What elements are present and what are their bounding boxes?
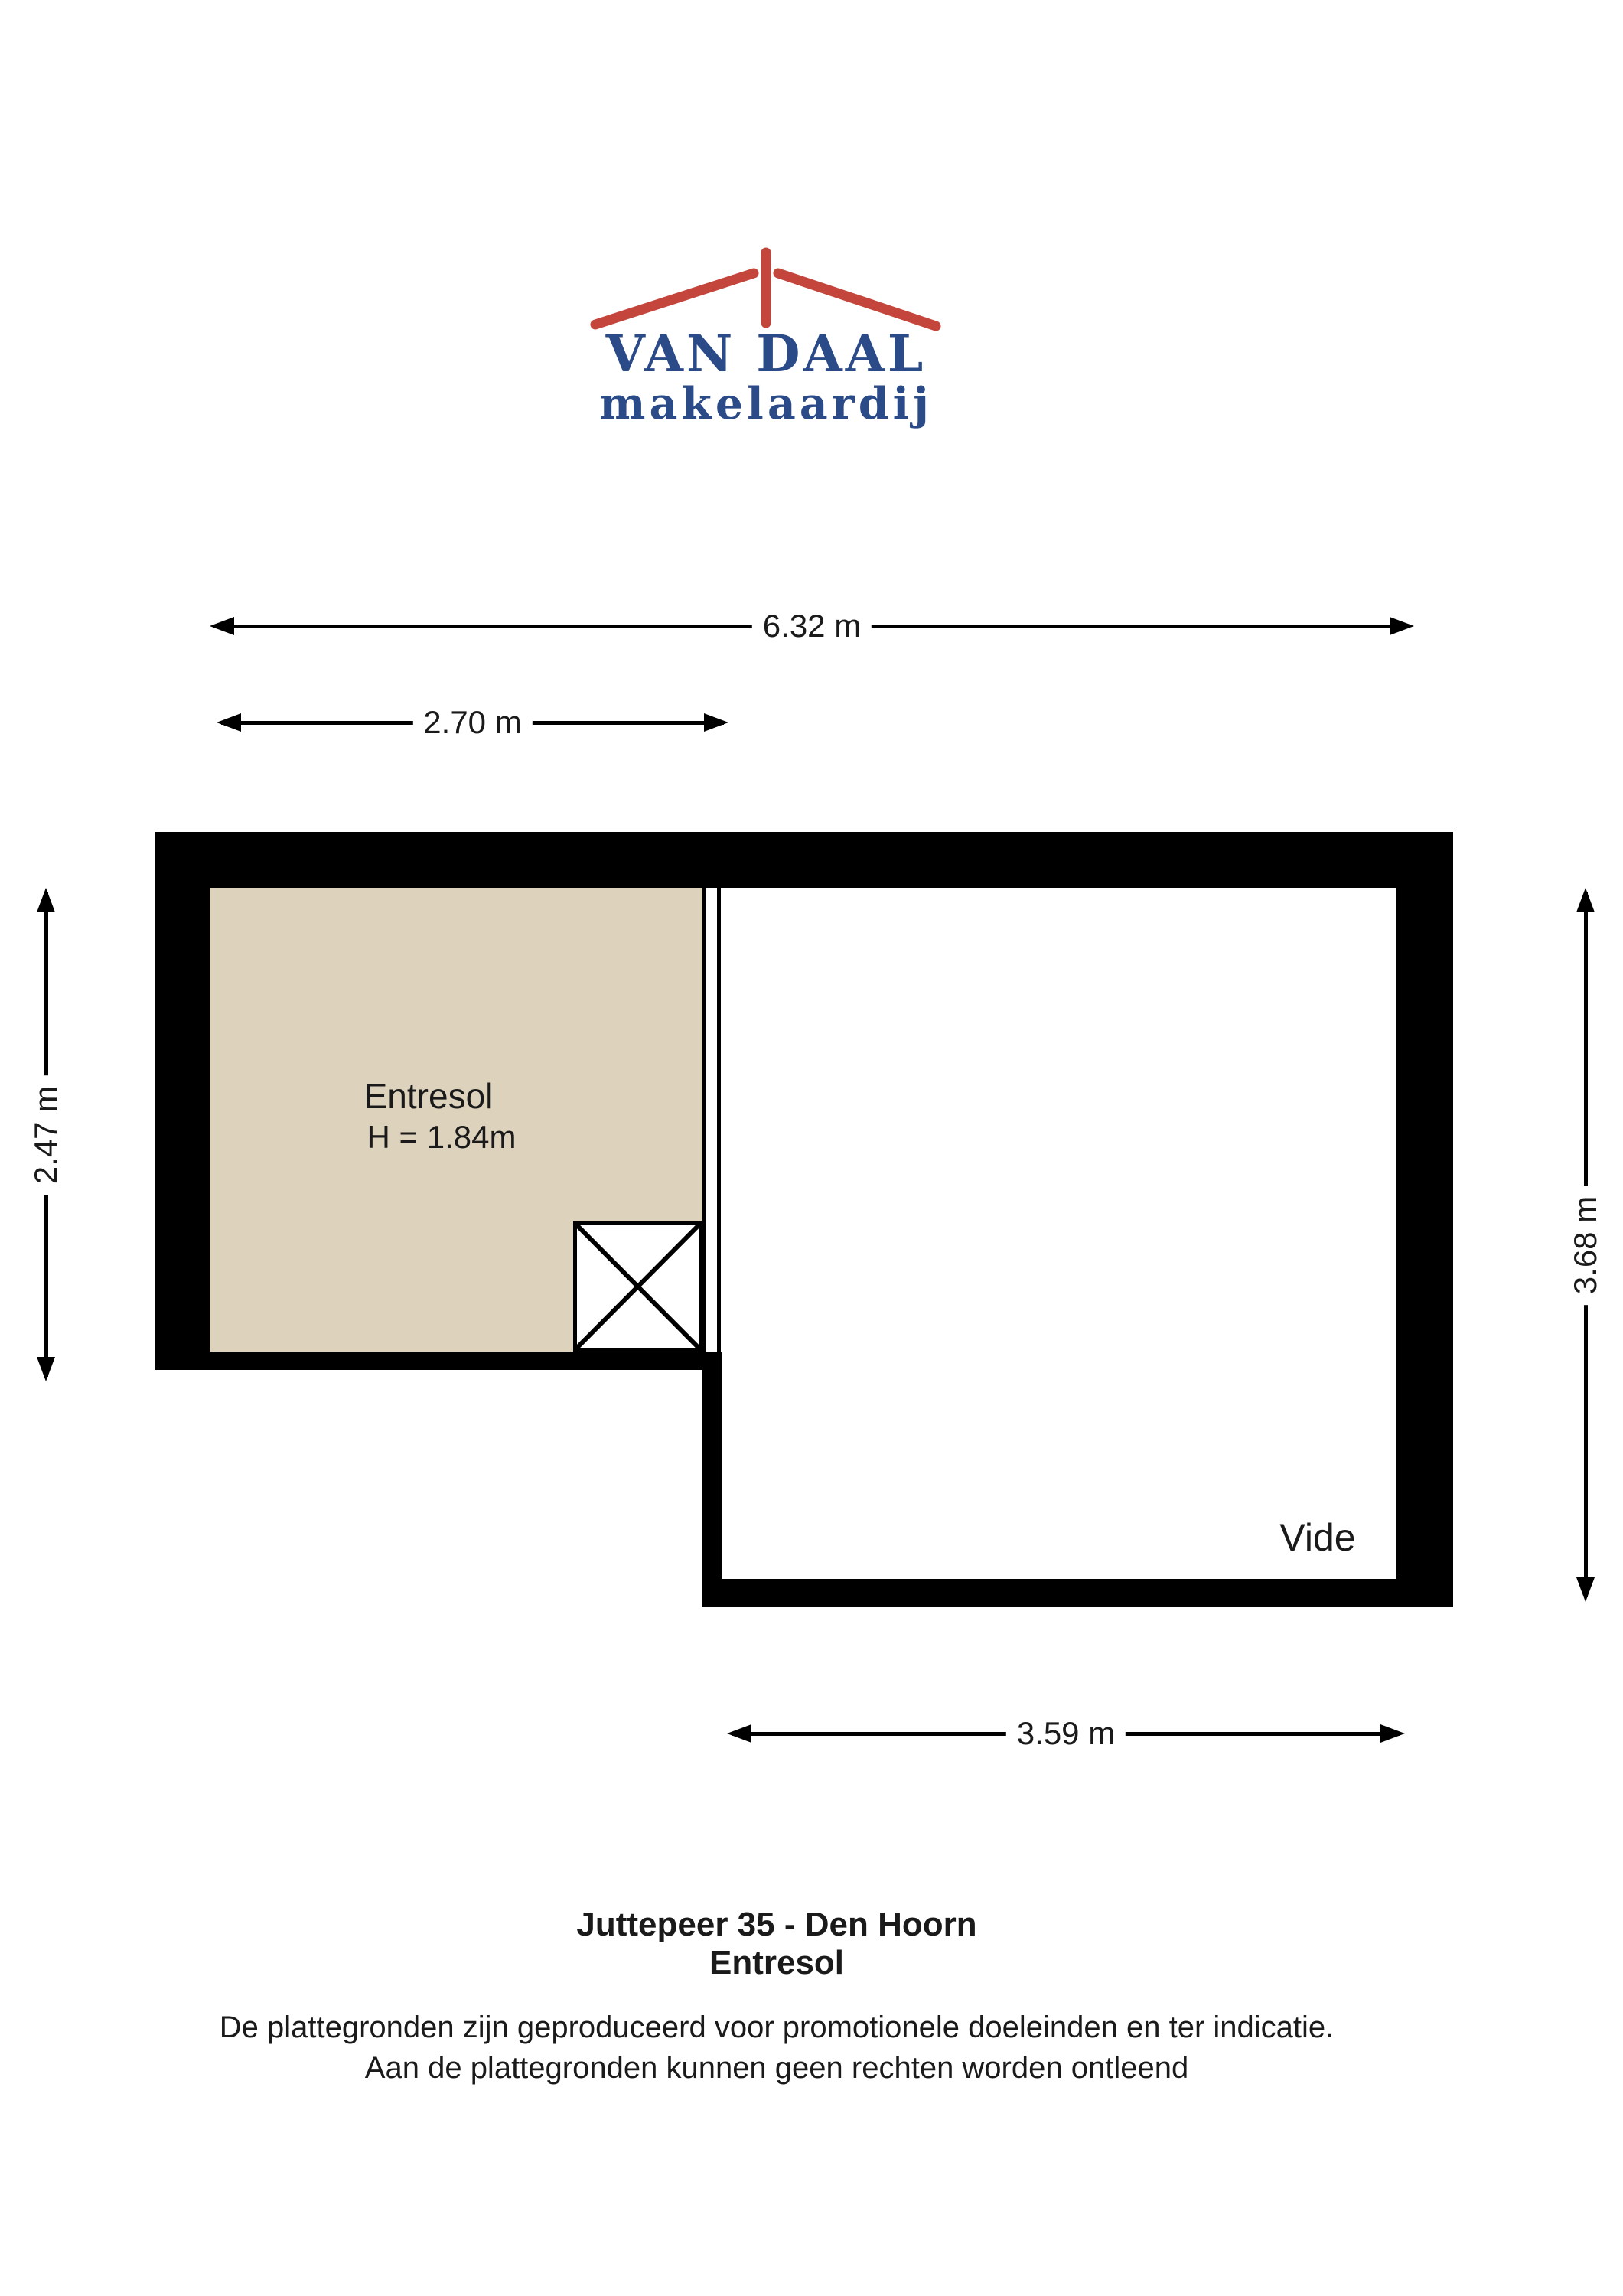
wall-entresol-bottom	[155, 1352, 722, 1370]
wall-right	[1396, 832, 1453, 1607]
dimension-entresol-width	[217, 706, 728, 739]
wall-vide-left	[702, 1352, 722, 1607]
plan-address-title: Juttepeer 35 - Den Hoorn	[576, 1906, 977, 1943]
dimension-vide-width	[727, 1717, 1405, 1750]
disclaimer-line-1: De plattegronden zijn geproduceerd voor promotionele doeleinden en ter indicatie.	[219, 2011, 1335, 2044]
logo-roof-left-slope	[595, 273, 754, 325]
entresol-room-label: Entresol	[363, 1076, 494, 1116]
arrow-left-icon	[210, 617, 234, 635]
arrow-down-icon	[37, 1357, 55, 1381]
arrow-right-icon	[1380, 1724, 1405, 1743]
logo-roof-right-slope	[778, 273, 936, 326]
footer-text-block	[0, 1906, 1553, 2089]
dimension-label: 6.32 m	[752, 606, 872, 646]
arrow-up-icon	[1576, 888, 1595, 912]
wall-left	[155, 832, 210, 1370]
wall-top	[155, 832, 1453, 888]
arrow-down-icon	[1576, 1577, 1595, 1602]
vide-room-label: Vide	[1279, 1516, 1356, 1559]
shaft-void-symbol	[573, 1221, 702, 1352]
entresol-height-note: H = 1.84m	[367, 1119, 517, 1155]
arrow-left-icon	[727, 1724, 751, 1743]
plan-floor-subtitle: Entresol	[709, 1944, 845, 1981]
dimension-label: 2.47 m	[26, 1075, 66, 1194]
vide-room-floor	[721, 888, 1396, 1579]
dimension-total-width	[210, 609, 1414, 643]
dimension-label: 3.59 m	[1006, 1714, 1126, 1753]
logo-title: VAN DAAL	[605, 324, 927, 383]
arrow-up-icon	[37, 888, 55, 912]
logo-roof-icon	[566, 230, 964, 337]
room-divider-left-line	[702, 888, 706, 1352]
arrow-left-icon	[217, 713, 241, 732]
dimension-label: 2.70 m	[412, 703, 532, 742]
arrow-right-icon	[704, 713, 728, 732]
dimension-vide-height	[1569, 888, 1602, 1602]
room-divider-right-line	[717, 888, 721, 1352]
arrow-right-icon	[1390, 617, 1414, 635]
disclaimer-line-2: Aan de plattegronden kunnen geen rechten worden ontleend	[364, 2051, 1189, 2085]
wall-vide-bottom	[702, 1579, 1453, 1607]
dimension-label: 3.68 m	[1566, 1185, 1605, 1304]
logo-subtitle: makelaardij	[599, 378, 933, 429]
dimension-entresol-height	[29, 888, 63, 1381]
